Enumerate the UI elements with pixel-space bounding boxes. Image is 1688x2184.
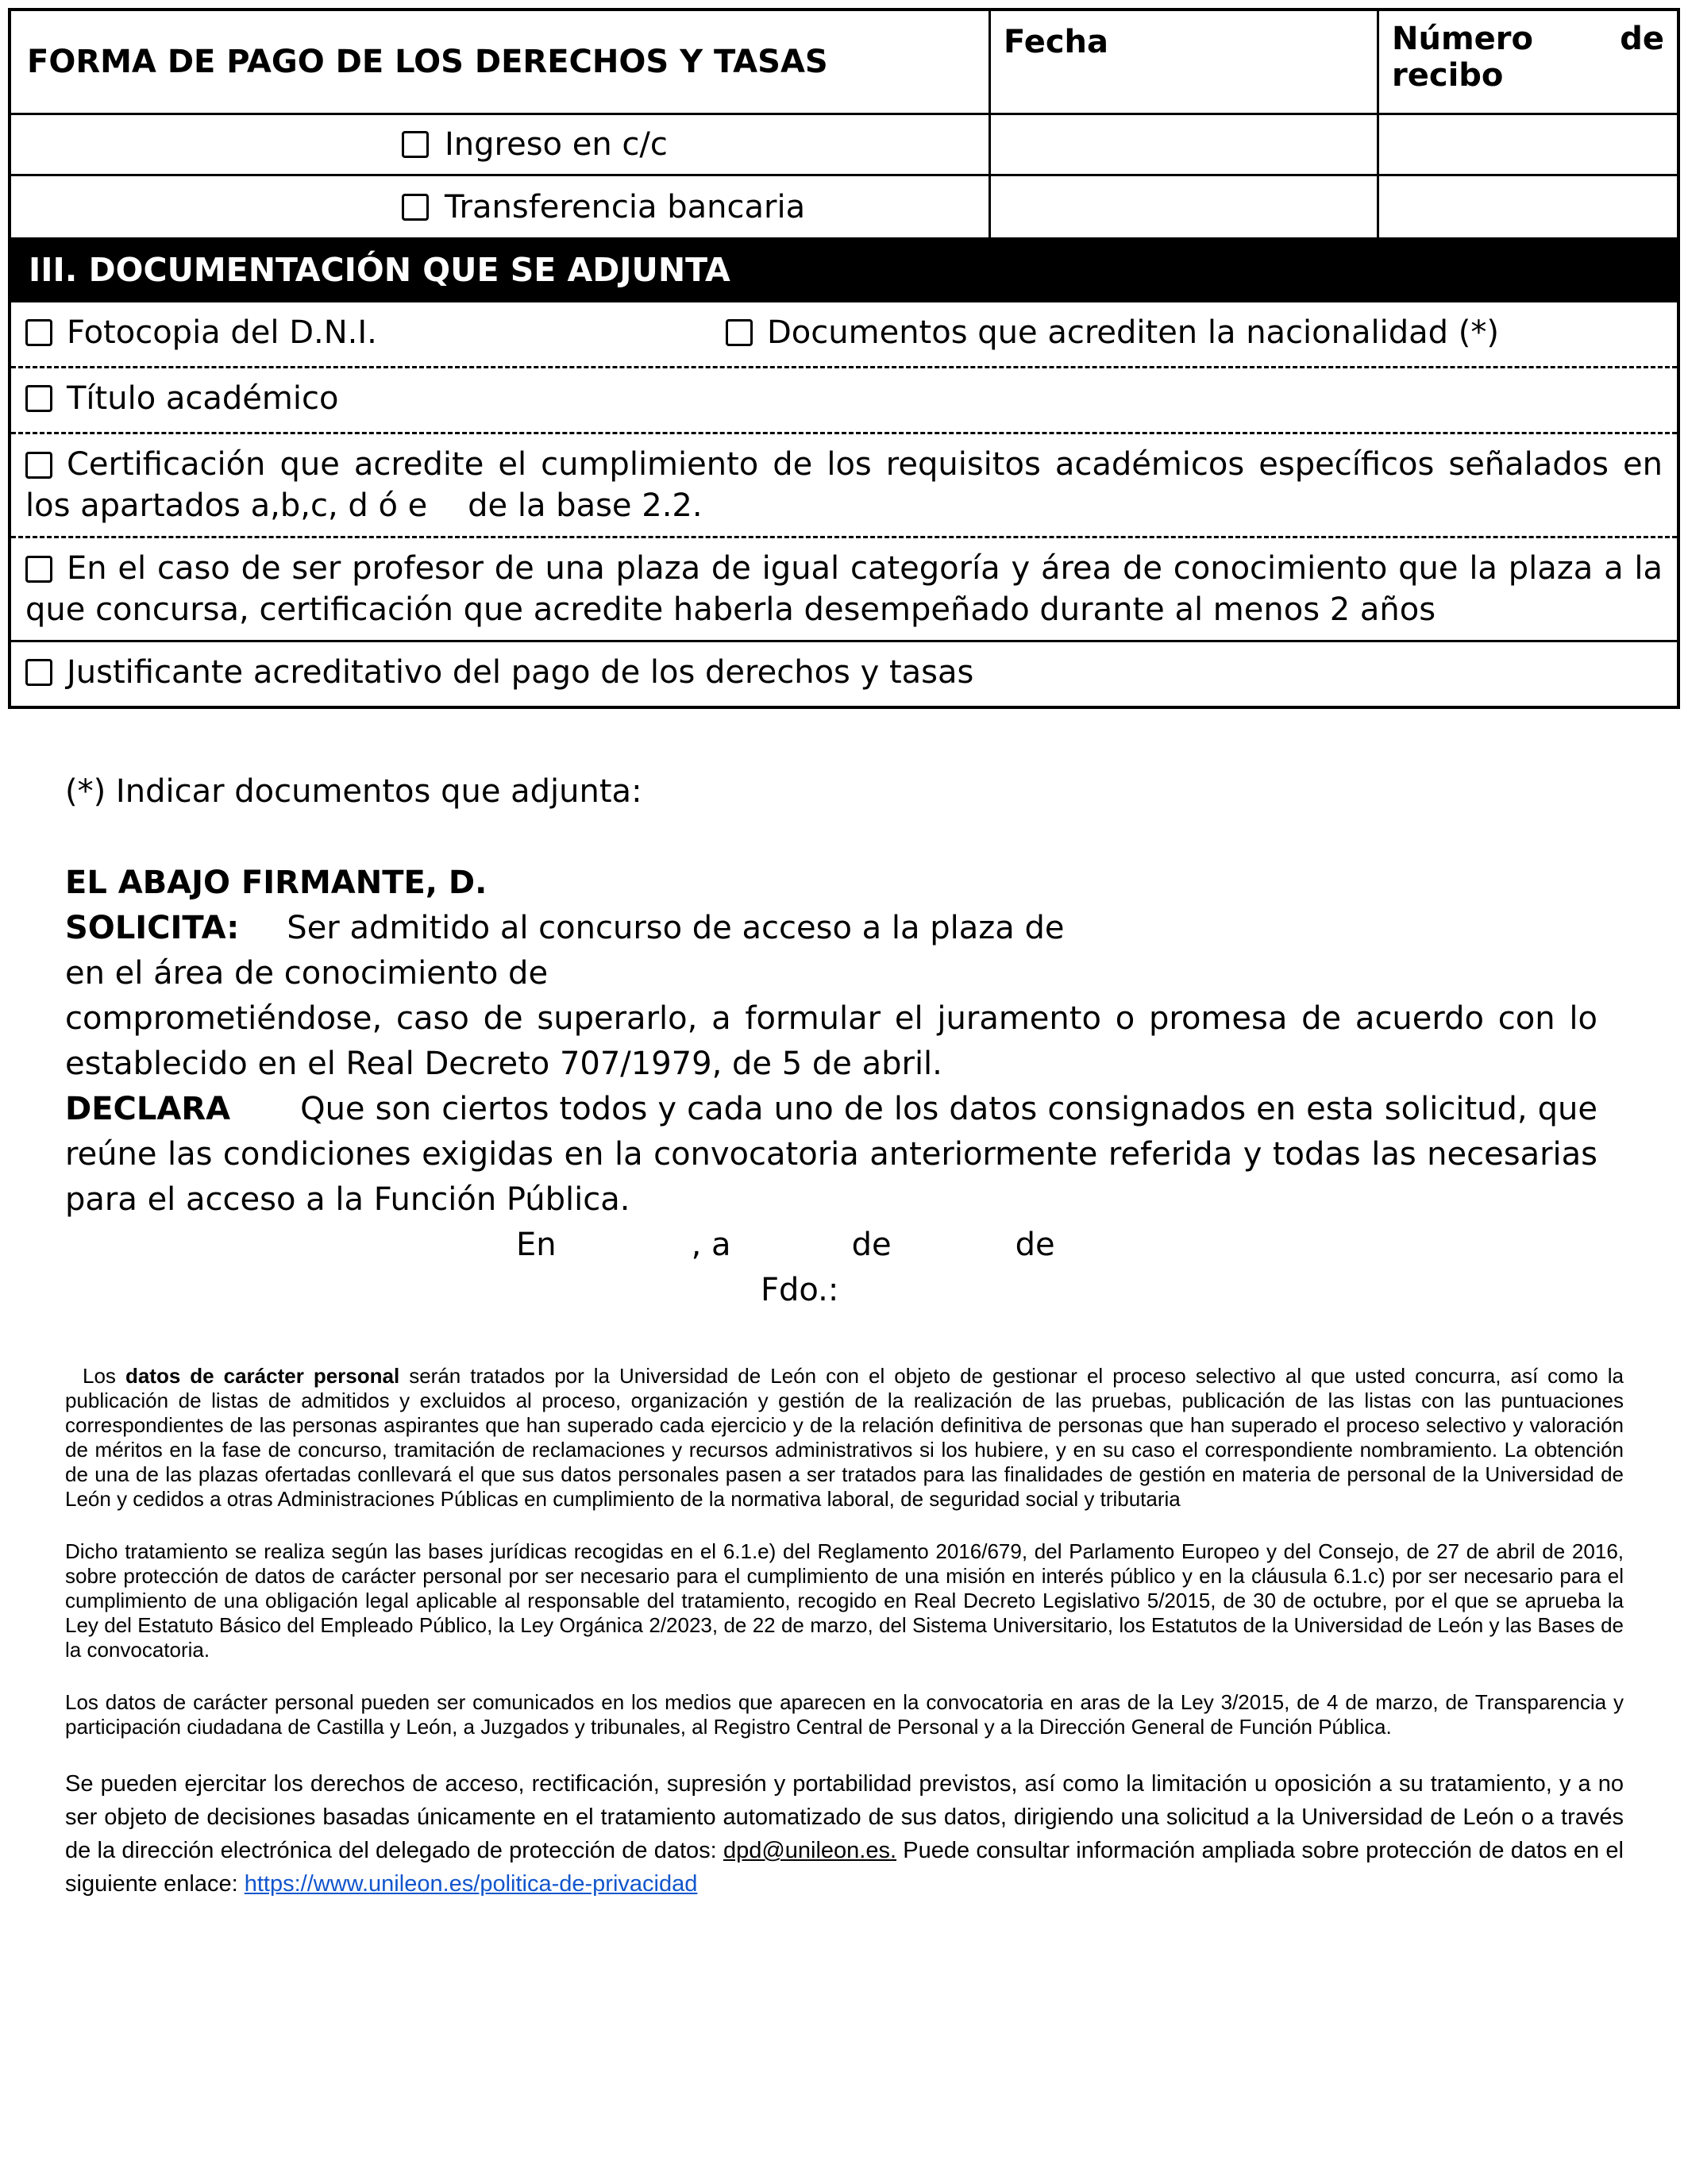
fecha-input-cell-transferencia[interactable]: [991, 176, 1379, 237]
fdo-line: Fdo.:: [761, 1272, 839, 1308]
payment-option-label-transferencia: Transferencia bancaria: [445, 188, 806, 225]
checkbox-profesor[interactable]: [25, 556, 52, 583]
doc-row-titulo: [11, 366, 1677, 432]
doc-row-justificante: [11, 640, 1677, 706]
privacy-bold-phrase: datos de carácter personal: [125, 1364, 400, 1388]
numero-recibo-header-cell: Número de recibo: [1379, 11, 1677, 115]
doc-label-profesor: En el caso de ser profesor de una plaza de igual categoría y área de conocimiento que la plaza a la que concursa, certificación que acredite haberla desempeñado durante al menos 2 años: [25, 550, 1663, 628]
documentation-section-header: [11, 237, 1677, 302]
doc-item-dni: [25, 312, 377, 353]
dpd-email-link[interactable]: dpd@unileon.es.: [723, 1838, 897, 1863]
payment-row-transferencia: [11, 176, 991, 237]
solicita-label: SOLICITA:: [65, 910, 240, 946]
declara-text: Que son ciertos todos y cada uno de los datos consignados en esta solicitud, que reúne las condiciones exigidas en la convocatoria anteriormente referida y todas las necesarias para el acceso a la Función Pública.: [65, 1091, 1597, 1218]
area-line: en el área de conocimiento de: [65, 955, 549, 992]
date-de2: de: [1015, 1227, 1055, 1263]
checkbox-nacionalidad[interactable]: [726, 319, 753, 346]
doc-item-justificante: [25, 652, 973, 693]
payment-option-label-ingreso: Ingreso en c/c: [445, 126, 668, 163]
solicita-paragraph: [65, 906, 1597, 951]
date-de1: de: [851, 1227, 892, 1263]
privacy-paragraph-1: Los datos de carácter personal serán tratados por la Universidad de León con el objeto de gestionar el proceso selectivo al que usted concurra, así como la publicación de listas de admitidos y excluidos al proceso, organización y gestión de la realización de las pruebas, publicación de las listas con las puntuaciones correspondientes de las personas aspirantes que han superado cada ejercicio y de la relación definitiva de personas que han superado el proceso selectivo y valoración de méritos en la fase de concurso, tramitación de reclamaciones y recursos administrativos si los hubiere, y en su caso el correspondiente nombramiento. La obtención de una de las plazas ofertadas conllevará el que sus datos personales pasen a ser tratados para las finalidades de gestión en materia de personal de la Universidad de León y cedidos a otras Administraciones Públicas en cumplimiento de la normativa laboral, de seguridad social y tributaria: [65, 1364, 1624, 1511]
checkbox-justificante[interactable]: [25, 659, 52, 686]
date-en: En: [516, 1227, 557, 1263]
checkbox-transferencia[interactable]: [402, 194, 429, 221]
doc-item-nacionalidad: [726, 312, 1499, 353]
privacy-paragraph-2: Dicho tratamiento se realiza según las bases jurídicas recogidas en el 6.1.e) del Reglamento 2016/679, del Parlamento Europeo y del Consejo, de 27 de abril de 2016, sobre protección de datos de carácter personal por ser necesario para el cumplimiento de una misión en interés público y en la cláusula 6.1.c) por ser necesario para el cumplimiento de una obligación legal aplicable al responsable del tratamiento, recogido en Real Decreto Legislativo 5/2015, de 30 de octubre, por el que se aprueba la Ley del Estatuto Básico del Empleado Público, la Ley Orgánica 2/2023, de 22 de marzo, del Sistema Universitario, los Estatutos de la Universidad de León y las Bases de la convocatoria.: [65, 1539, 1624, 1662]
checkbox-titulo-academico[interactable]: [25, 385, 52, 412]
recibo-input-cell-ingreso[interactable]: [1379, 115, 1677, 176]
privacy-policy-link[interactable]: https://www.unileon.es/politica-de-privacidad: [244, 1871, 698, 1897]
doc-label-dni: Fotocopia del D.N.I.: [67, 314, 377, 351]
declara-label: DECLARA: [65, 1091, 231, 1127]
doc-row-dni-nacionalidad: [11, 302, 1677, 366]
compromiso-paragraph: comprometiéndose, caso de superarlo, a formular el juramento o promesa de acuerdo con lo establecido en el Real Decreto 707/1979, de 5 de abril.: [65, 1000, 1597, 1082]
fecha-input-cell-ingreso[interactable]: [991, 115, 1379, 176]
doc-label-certificacion: Certificación que acredite el cumplimiento de los requisitos académicos específicos señalados en los apartados a,b,c, d ó e de la base 2.2.: [25, 446, 1663, 524]
application-form-page: [0, 8, 1688, 1901]
solicita-text: Ser admitido al concurso de acceso a la plaza de: [287, 910, 1065, 946]
checkbox-certificacion[interactable]: [25, 452, 52, 479]
privacy-paragraph-3: Los datos de carácter personal pueden ser comunicados en los medios que aparecen en la convocatoria en aras de la Ley 3/2015, de 4 de marzo, de Transparencia y participación ciudadana de Castilla y León, a Juzgados y tribunales, al Registro Central de Personal y a la Dirección General de Función Pública.: [65, 1690, 1624, 1739]
date-line: [65, 1223, 1597, 1268]
declaration-body: [65, 769, 1597, 1313]
privacy-paragraph-4: Se pueden ejercitar los derechos de acceso, rectificación, supresión y portabilidad previstos, así como la limitación u oposición a su tratamiento, y a no ser objeto de decisiones basadas únicamente en el tratamiento automatizado de sus datos, dirigiendo una solicitud a la Universidad de León o a través de la dirección electrónica del delegado de protección de datos: dpd@unileon.es. Puede consultar información ampliada sobre protección de datos en el siguiente enlace: https://www.unileon.es/politica-de-privacidad: [65, 1771, 1624, 1897]
fecha-header-cell: [991, 11, 1379, 115]
recibo-input-cell-transferencia[interactable]: [1379, 176, 1677, 237]
doc-row-certificacion: [11, 432, 1677, 536]
privacy-notice: [65, 1364, 1624, 1901]
form-table: [8, 8, 1680, 709]
payment-title: FORMA DE PAGO DE LOS DERECHOS Y TASAS: [27, 44, 828, 80]
checkbox-fotocopia-dni[interactable]: [25, 319, 52, 346]
documentation-section-title: III. DOCUMENTACIÓN QUE SE ADJUNTA: [29, 251, 730, 289]
fecha-header: Fecha: [1004, 24, 1109, 60]
indicar-line: (*) Indicar documentos que adjunta:: [65, 773, 642, 810]
payment-section: [11, 11, 1677, 237]
doc-label-justificante: Justificante acreditativo del pago de los derechos y tasas: [67, 654, 974, 691]
doc-label-nacionalidad: Documentos que acrediten la nacionalidad (*): [767, 314, 1499, 351]
date-a: , a: [691, 1227, 731, 1263]
numero-recibo-header: Número de: [1392, 21, 1664, 57]
doc-label-titulo: Título académico: [67, 380, 339, 417]
doc-item-titulo: [25, 378, 338, 419]
declara-paragraph: [65, 1087, 1597, 1223]
checkbox-ingreso[interactable]: [402, 131, 429, 158]
firmante-line: EL ABAJO FIRMANTE, D.: [65, 865, 488, 901]
documentation-rows: [11, 302, 1677, 706]
payment-title-cell: [11, 11, 991, 115]
payment-row-ingreso: [11, 115, 991, 176]
doc-row-profesor: [11, 536, 1677, 640]
